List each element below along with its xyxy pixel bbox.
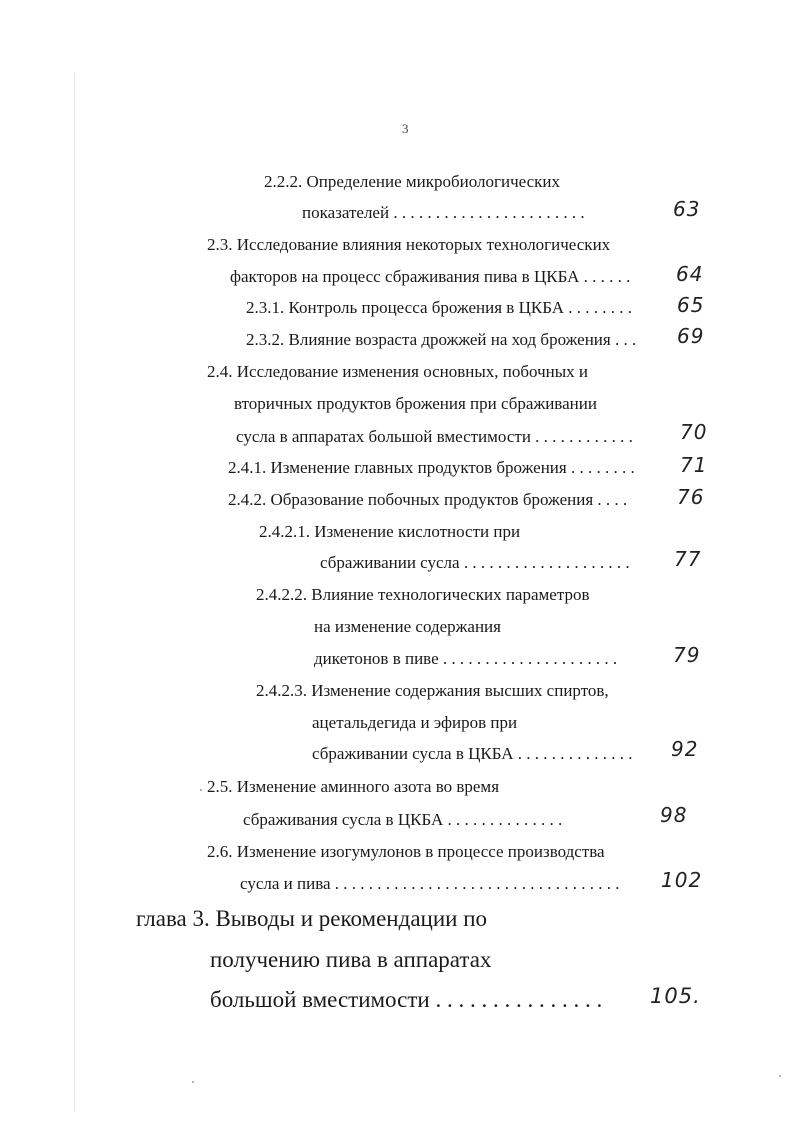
toc-entry-number: 2.3. [207,235,233,254]
toc-entry-number: 2.4.2.2. [256,585,307,604]
chapter-heading [136,905,487,933]
handwritten-page-number: 79 [673,643,701,667]
handwritten-page-number: 76 [677,485,705,509]
chapter-title: Выводы и рекомендации по [215,906,488,931]
toc-entry-number: 2.4.2. [228,490,267,509]
toc-entry-number: 2.2.2. [264,172,303,191]
scan-speck [200,789,202,791]
handwritten-page-number: 69 [677,324,705,348]
toc-entry-number: 2.4.2.1. [259,522,310,541]
handwritten-page-number: 92 [671,737,699,761]
handwritten-page-number: 105. [650,984,701,1008]
toc-entry-title: Образование побочных продуктов брожения . . . . [270,490,628,509]
chapter-title-continuation: получению пива в аппаратах [210,947,492,972]
toc-entry-title: Контроль процесса брожения в ЦКБА . . . . . . . . [288,298,633,317]
toc-entry-title: Исследование влияния некоторых технологических [236,235,611,254]
handwritten-page-number: 65 [677,293,705,317]
toc-entry-number: 2.4. [207,362,233,381]
toc-entry-title: Влияние технологических параметров [311,585,590,604]
toc-entry-continuation: сбраживании сусла в ЦКБА . . . . . . . . . . . . . . [312,744,633,763]
handwritten-page-number: 77 [674,547,702,571]
toc-entry-title: Изменение изогумулонов в процессе производства [236,842,605,861]
toc-entry-number: 2.4.2.3. [256,681,307,700]
toc-entry-continuation: сбраживании сусла . . . . . . . . . . . . . . . . . . . . [320,553,630,572]
toc-entry-title: Определение микробиологических [306,172,561,191]
chapter-title-continuation: большой вместимости . . . . . . . . . . . . . . . [210,987,603,1012]
handwritten-page-number: 64 [676,262,704,286]
toc-entry-continuation: дикетонов в пиве . . . . . . . . . . . . . . . . . . . . . [314,649,618,668]
handwritten-page-number: 63 [673,197,701,221]
toc-entry-2-5 [207,777,499,797]
toc-entry-2-3-1 [246,298,632,318]
toc-entry-continuation: ацетальдегида и эфиров при [312,713,518,732]
toc-entry-title: Изменение содержания высших спиртов, [311,681,609,700]
toc-entry-title: Изменение кислотности при [314,522,521,541]
toc-entry-title: Влияние возраста дрожжей на ход брожения . . . [288,330,637,349]
handwritten-page-number: 98 [660,803,688,827]
toc-entry-continuation: на изменение содержания [314,617,501,636]
toc-entry-title: Изменение главных продуктов брожения . . . . . . . . [270,458,635,477]
toc-entry-continuation: сбраживания сусла в ЦКБА . . . . . . . . . . . . . . [243,810,563,829]
toc-entry-2-4-2 [228,490,627,510]
toc-entry-continuation: вторичных продуктов брожения при сбраживании [234,394,597,413]
scan-speck [779,1075,781,1077]
toc-entry-2-2-2 [264,172,560,192]
chapter-prefix: глава 3. [136,906,210,931]
toc-entry-2-4-1 [228,458,635,478]
toc-entry-number: 2.3.1. [246,298,285,317]
toc-entry-continuation: сусла в аппаратах большой вместимости . . . . . . . . . . . . [236,427,633,446]
scan-speck [192,1081,194,1083]
toc-entry-title: Исследование изменения основных, побочных и [236,362,589,381]
toc-entry-2-4-2-3 [256,681,609,701]
toc-entry-2-4-2-2 [256,585,589,605]
toc-entry-2-4-2-1 [259,522,520,542]
handwritten-page-number: 70 [680,420,708,444]
page-number: 3 [402,121,409,136]
toc-entry-number: 2.4.1. [228,458,267,477]
toc-entry-2-3-2 [246,330,636,350]
handwritten-page-number: 102 [661,868,703,892]
handwritten-page-number: 71 [680,453,708,477]
page-edge-shadow [74,72,75,1112]
toc-entry-continuation: факторов на процесс сбраживания пива в ЦКБА . . . . . . [230,267,631,286]
toc-entry-number: 2.3.2. [246,330,285,349]
toc-entry-2-3 [207,235,610,255]
toc-entry-2-6 [207,842,605,862]
toc-entry-number: 2.6. [207,842,233,861]
toc-entry-2-4 [207,362,588,382]
toc-entry-title: Изменение аминного азота во время [236,777,500,796]
toc-entry-number: 2.5. [207,777,233,796]
toc-entry-continuation: сусла и пива . . . . . . . . . . . . . . . . . . . . . . . . . . . . . . . . . . [240,874,620,893]
toc-entry-continuation: показателей . . . . . . . . . . . . . . . . . . . . . . . [302,203,585,222]
